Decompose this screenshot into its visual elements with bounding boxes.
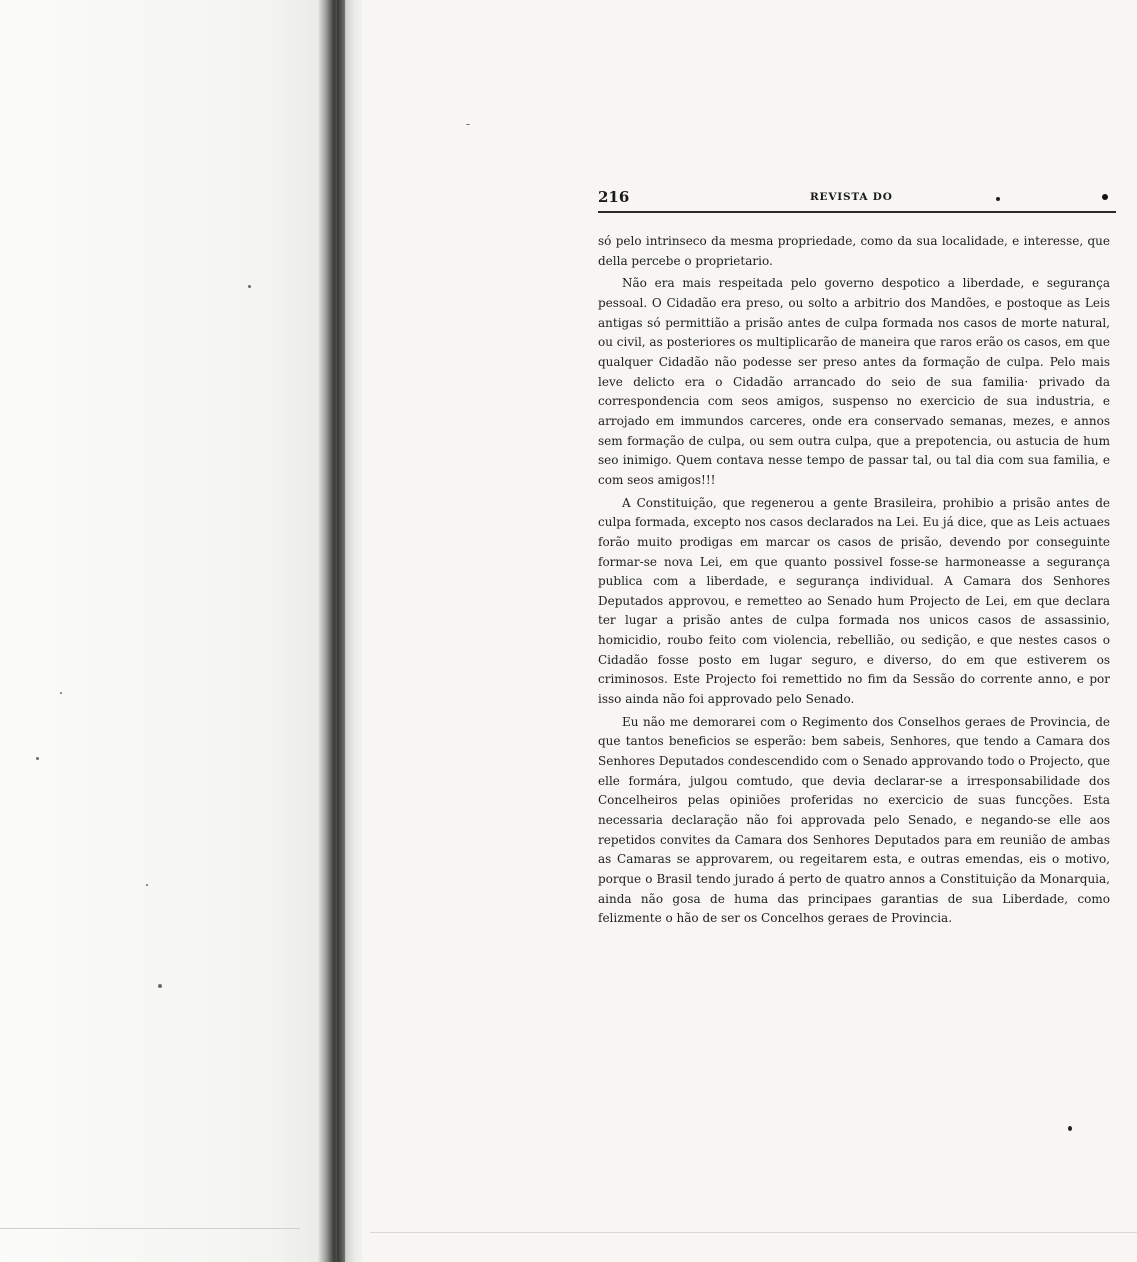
paragraph: só pelo intrinseco da mesma propriedade, como da sua localidade, e interesse, que della percebe o proprietario. — [598, 234, 1110, 268]
page-bottom-edge-right — [370, 1232, 1137, 1233]
left-page-blank — [0, 0, 332, 1262]
header-mark — [996, 197, 1000, 201]
header-rule — [598, 211, 1116, 213]
paragraph: A Constituição, que regenerou a gente Brasileira, prohibio a prisão antes de culpa formada, excepto nos casos declarados na Lei. Eu já dice, que as Leis actuaes forão muito prodigas em marcar os casos de prisão, devendo por conseguinte formar-se nova Lei, em que quanto possivel fosse-se harmoneasse a segurança publica com a liberdade, e segurança individual. A Camara dos Senhores Deputados approvou, e remetteo ao Senado hum Projecto de Lei, em que declara ter lugar a prisão antes de culpa formada nos unicos casos de assassinio, homicidio, roubo feito com violencia, rebellião, ou sedição, e que nestes casos o Cidadão fosse posto em lugar seguro, e diverso, do em que estiverem os criminosos. Este Projecto foi remettido no fim da Sessão do corrente anno, e por isso ainda não foi approvado pelo Senado. — [598, 495, 1110, 707]
running-head: REVISTA DO — [810, 191, 893, 203]
page-bottom-edge — [0, 1228, 300, 1229]
paragraph: Não era mais respeitada pelo governo despotico a liberdade, e segurança pessoal. O Cidadão era preso, ou solto a arbitrio dos Mandões, e postoque as Leis antigas só permittião a prisão antes de culpa formada nos casos de morte natural, ou civil, as posteriores os multiplicarão de maneira que raros erão os casos, em que qualquer Cidadão não podesse ser preso antes da formação de culpa. Pelo mais leve delicto era o Cidadão arrancado do seio de sua familia· privado da correspondencia com seos amigos, suspenso no exercicio de sua industria, e arrojado em immundos carceres, onde era conservado semanas, mezes, e annos sem formação de culpa, ou sem outra culpa, que a prepotencia, ou astucia de hum seo inimigo. Quem contava nesse tempo de passar tal, ou tal dia com sua familia, e com seos amigos!!! — [598, 276, 1110, 487]
gutter-shadow — [337, 0, 345, 1262]
body-text — [598, 232, 1110, 929]
ink-dot — [1068, 1126, 1072, 1131]
paragraph: Eu não me demorarei com o Regimento dos Conselhos geraes de Provincia, de que tantos beneficios se esperão: bem sabeis, Senhores, que tendo a Camara dos Senhores Deputados condescendido com o Senado approvando todo o Projecto, que elle formára, julgou comtudo, que devia declarar-se a irresponsabilidade dos Concelheiros pelas opiniões proferidas no exercicio de suas funcções. Esta necessaria declaração não foi approvada pelo Senado, e negando-se elle aos repetidos convites da Camara dos Senhores Deputados para em reunião de ambas as Camaras se approvarem, ou regeitarem esta, e outras emendas, eis o motivo, porque o Brasil tendo jurado á perto de quatro annos a Constituição da Monarquia, ainda não gosa de huma das principaes garantias de sua Liberdade, como felizmente o hão de ser os Concelhos geraes de Provincia. — [598, 714, 1110, 926]
page-number: 216 — [598, 188, 630, 206]
page-header — [598, 188, 1114, 210]
header-mark — [1102, 194, 1108, 200]
